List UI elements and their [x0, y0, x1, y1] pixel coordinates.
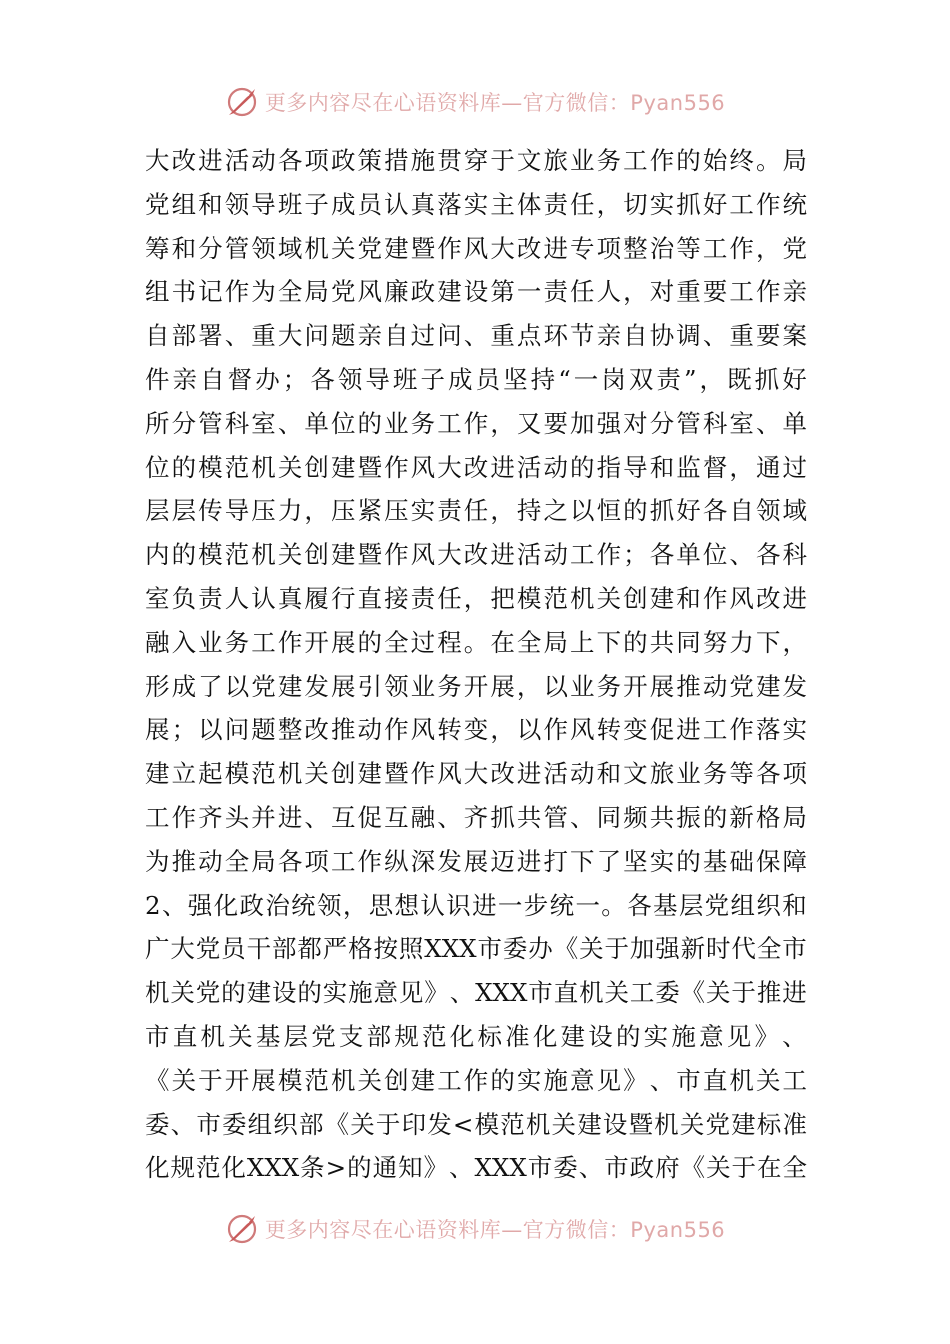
text-line: 自 部 署 、 重 大 问 题 亲 自 过 问 、 重 点 环 节 亲 自 协 调 、 重 要 案 [145, 321, 807, 351]
text-line: 委 、 市 委 组 织 部 《 关 于 印 发 < 模 范 机 关 建 设 暨 机 关 党 建 标 准 [145, 1109, 807, 1139]
text-line: 组 书 记 作 为 全 局 党 风 廉 政 建 设 第 一 责 任 人 ， 对 重 要 工 作 亲 [145, 277, 807, 307]
text-line: 大 改 进 活 动 各 项 政 策 措 施 贯 穿 于 文 旅 业 务 工 作 的 始 终 。 局 [145, 146, 807, 175]
text-line: 室 负 责 人 认 真 履 行 直 接 责 任 ， 把 模 范 机 关 创 建 和 作 风 改 进 [145, 583, 807, 613]
text-line: 融 入 业 务 工 作 开 展 的 全 过 程 。 在 全 局 上 下 的 共 同 努 力 下 ， [145, 627, 807, 657]
header-watermark [0, 82, 950, 122]
text-line: 展 ； 以 问 题 整 改 推 动 作 风 转 变 ， 以 作 风 转 变 促 进 工 作 落 实 [145, 715, 807, 745]
text-line: 所 分 管 科 室 、 单 位 的 业 务 工 作 ， 又 要 加 强 对 分 管 科 室 、 单 [145, 408, 807, 438]
text-line: 党 组 和 领 导 班 子 成 员 认 真 落 实 主 体 责 任 ， 切 实 抓 好 工 作 统 [145, 189, 807, 219]
text-line: 筹 和 分 管 领 域 机 关 党 建 暨 作 风 大 改 进 专 项 整 治 等 工 作 ， 党 [145, 233, 807, 263]
text-line: 化 规 范 化 XXX 条 > 的 通 知 》 、 XXX 市 委 、 市 政 府 《 关 于 在 全 [145, 1153, 807, 1183]
document-body [145, 139, 807, 1190]
text-line: 市 直 机 关 基 层 党 支 部 规 范 化 标 准 化 建 设 的 实 施 意 见 》 、 [145, 1021, 807, 1051]
quill-logo-icon [225, 1212, 259, 1246]
text-line: 形 成 了 以 党 建 发 展 引 领 业 务 开 展 ， 以 业 务 开 展 推 动 党 建 发 [145, 671, 807, 701]
text-line: 机 关 党 的 建 设 的 实 施 意 见 》 、 XXX 市 直 机 关 工 委 《 关 于 推 进 [145, 978, 807, 1008]
text-line: 工 作 齐 头 并 进 、 互 促 互 融 、 齐 抓 共 管 、 同 频 共 振 的 新 格 局 [145, 802, 807, 832]
quill-logo-icon [225, 85, 259, 119]
text-line: 内 的 模 范 机 关 创 建 暨 作 风 大 改 进 活 动 工 作 ； 各 单 位 、 各 科 [145, 540, 807, 570]
text-line: 2 、 强 化 政 治 统 领 ， 思 想 认 识 进 一 步 统 一 。 各 基 层 党 组 织 和 [145, 890, 807, 920]
text-line: 为 推 动 全 局 各 项 工 作 纵 深 发 展 迈 进 打 下 了 坚 实 的 基 础 保 障 [145, 846, 807, 876]
text-line: 建 立 起 模 范 机 关 创 建 暨 作 风 大 改 进 活 动 和 文 旅 业 务 等 各 项 [145, 759, 807, 789]
text-line: 层 层 传 导 压 力 ， 压 紧 压 实 责 任 ， 持 之 以 恒 的 抓 好 各 自 领 域 [145, 496, 807, 526]
text-line: 件 亲 自 督 办 ； 各 领 导 班 子 成 员 坚 持 “ 一 岗 双 责 ” ， 既 抓 好 [145, 364, 807, 394]
text-line: 广 大 党 员 干 部 都 严 格 按 照 XXX 市 委 办 《 关 于 加 强 新 时 代 全 市 [145, 934, 807, 964]
watermark-text: 更多内容尽在心语资料库—官方微信：Pyan556 [264, 91, 726, 115]
watermark-text: 更多内容尽在心语资料库—官方微信：Pyan556 [264, 1218, 726, 1242]
text-line: 位 的 模 范 机 关 创 建 暨 作 风 大 改 进 活 动 的 指 导 和 监 督 ， 通 过 [145, 452, 807, 482]
text-line: 《 关 于 开 展 模 范 机 关 创 建 工 作 的 实 施 意 见 》 、 市 直 机 关 工 [145, 1065, 807, 1095]
footer-watermark [0, 1209, 950, 1249]
